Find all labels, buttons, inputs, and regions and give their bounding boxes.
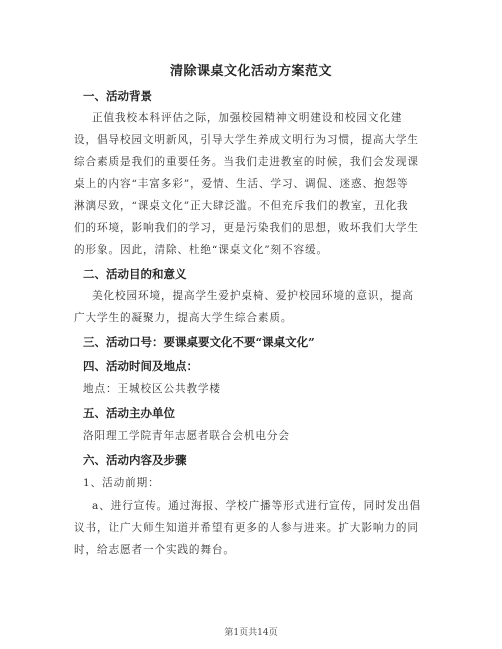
- section-heading-time-place: 四、活动时间及地点：: [83, 359, 198, 373]
- paragraph-line: 综合素质是我们的重要任务。当我们走进教室的时候，我们会发现课: [74, 156, 419, 168]
- location-line: 地点：王城校区公共教学楼: [83, 383, 221, 395]
- paragraph-line: 设，倡导校园文明新风，引导大学生养成文明行为习惯，提高大学生: [74, 134, 419, 146]
- sub-heading-early-stage: 1、活动前期：: [83, 477, 160, 489]
- section-heading-slogan: 三、活动口号：要课桌要文化不要“课桌文化”: [83, 335, 315, 349]
- paragraph-line: a、进行宣传。通过海报、学校广播等形式进行宣传，同时发出倡: [92, 500, 422, 512]
- document-title: 清除课桌文化活动方案范文: [169, 64, 332, 79]
- section-heading-background: 一、活动背景: [83, 89, 152, 103]
- paragraph-line: 桌上的内容“丰富多彩”，爱情、生活、学习、调侃、迷惑、抱怨等: [74, 178, 409, 190]
- paragraph-line: 议书，让广大师生知道并希望有更多的人参与进来。扩大影响力的同: [74, 522, 419, 534]
- paragraph-line: 美化校园环境，提高学生爱护桌椅、爱护校园环境的意识，提高: [92, 290, 414, 302]
- paragraph-line: 正值我校本科评估之际，加强校园精神文明建设和校园文化建: [92, 112, 403, 124]
- paragraph-line: 广大学生的凝聚力，提高大学生综合素质。: [74, 312, 293, 324]
- paragraph-line: 们的环境，影响我们的学习，更是污染我们的思想，败坏我们大学生: [74, 222, 419, 234]
- paragraph-line: 时，给志愿者一个实践的舞台。: [74, 544, 235, 556]
- page-number-footer: 第1页共14页: [224, 628, 278, 638]
- section-heading-content-steps: 六、活动内容及步骤: [83, 453, 187, 467]
- section-heading-purpose: 二、活动目的和意义: [83, 267, 187, 281]
- organizer-line: 洛阳理工学院青年志愿者联合会机电分会: [83, 430, 290, 442]
- section-heading-organizer: 五、活动主办单位: [83, 406, 175, 420]
- paragraph-line: 的形象。因此，清除、杜绝“课桌文化”刻不容缓。: [74, 244, 328, 256]
- paragraph-line: 淋漓尽致，“课桌文化”正大肆泛滥。不但充斥我们的教室，丑化我: [74, 200, 409, 212]
